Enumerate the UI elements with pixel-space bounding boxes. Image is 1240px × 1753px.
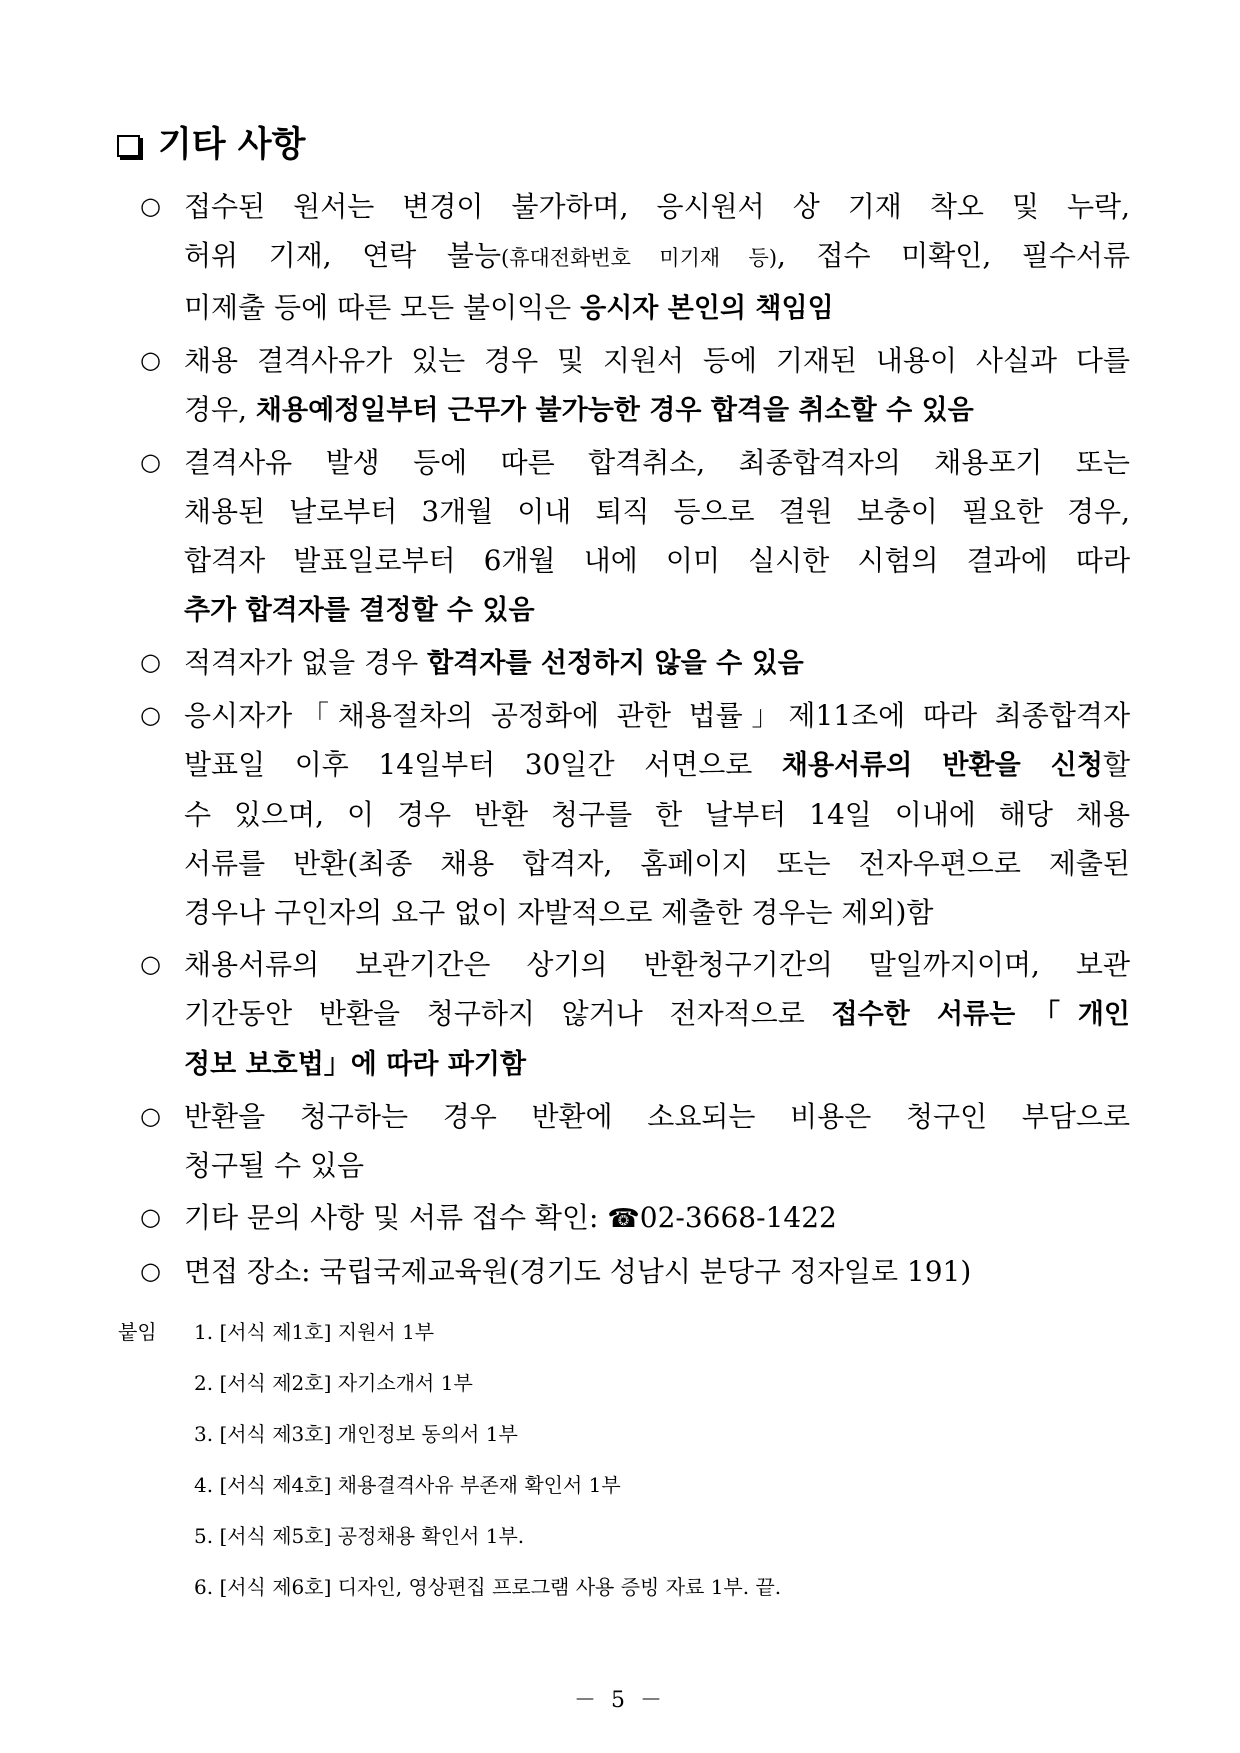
attachments-row — [118, 1307, 781, 1613]
bold-text: 응시자 본인의 책임임 — [580, 293, 834, 324]
text-line: 접수된 원서는 변경이 불가하며, 응시원서 상 기재 착오 및 누락, — [184, 190, 1130, 223]
text-segment: 적격자가 없을 경우 — [184, 646, 428, 679]
list-item-text — [184, 182, 1130, 333]
phone-icon: ☎ — [607, 1204, 640, 1234]
text-line — [184, 989, 1130, 1039]
checkbox-icon — [117, 135, 140, 157]
circle-bullet-icon: ○ — [140, 192, 161, 220]
list-item — [140, 438, 1130, 635]
text-line — [184, 585, 1130, 635]
text-line: 서류를 반환(최종 채용 합격자, 홈페이지 또는 전자우편으로 제출된 — [184, 847, 1130, 880]
text-line — [184, 1193, 1130, 1244]
list-item-text — [184, 1092, 1130, 1190]
circle-bullet-icon: ○ — [140, 346, 161, 374]
attachment-item: 5. [서식 제5호] 공정채용 확인서 1부. — [194, 1524, 525, 1548]
text-line: 면접 장소: 국립국제교육원(경기도 성남시 분당구 정자일로 191) — [184, 1255, 972, 1288]
list-item — [140, 940, 1130, 1089]
bold-text: 채용예정일부터 근무가 불가능한 경우 합격을 취소할 수 있음 — [255, 395, 974, 426]
text-line — [184, 638, 1130, 688]
phone-number: 02-3668-1422 — [639, 1201, 837, 1234]
text-segment: 기간동안 반환을 청구하지 않거나 전자적으로 — [184, 997, 832, 1030]
text-line: 채용서류의 보관기간은 상기의 반환청구기간의 말일까지이며, 보관 — [184, 948, 1130, 981]
list-item — [140, 638, 1130, 688]
text-segment: 발표일 이후 14일부터 30일간 서면으로 — [184, 748, 782, 781]
bold-text: 합격자를 선정하지 않을 수 있음 — [427, 648, 804, 679]
bold-text: 정보 보호법」에 따라 파기함 — [184, 1049, 527, 1080]
circle-bullet-icon: ○ — [140, 448, 161, 476]
list-item-text — [184, 691, 1130, 937]
circle-bullet-icon: ○ — [140, 701, 161, 729]
circle-bullet-icon: ○ — [140, 648, 161, 676]
bold-text: 추가 합격자를 결정할 수 있음 — [184, 595, 535, 626]
text-segment: 기타 문의 사항 및 서류 접수 확인: — [184, 1201, 608, 1234]
text-line: 수 있으며, 이 경우 반환 청구를 한 날부터 14일 이내에 해당 채용 — [184, 798, 1130, 831]
text-line: 결격사유 발생 등에 따른 합격취소, 최종합격자의 채용포기 또는 — [184, 446, 1130, 479]
list-item — [140, 336, 1130, 435]
text-segment: 경우, — [184, 393, 256, 426]
attachment-item: 6. [서식 제6호] 디자인, 영상편집 프로그램 사용 증빙 자료 1부. 끝. — [194, 1575, 782, 1599]
attachment-list — [194, 1307, 781, 1613]
text-line — [184, 283, 1130, 333]
text-line: 채용 결격사유가 있는 경우 및 지원서 등에 기재된 내용이 사실과 다를 — [184, 344, 1130, 377]
text-line — [184, 231, 1130, 283]
list-item — [140, 691, 1130, 937]
section-title: 기타 사항 — [158, 125, 306, 165]
attachment-item: 3. [서식 제3호] 개인정보 동의서 1부 — [194, 1422, 518, 1446]
text-line — [184, 1039, 1130, 1089]
text-line: 채용된 날로부터 3개월 이내 퇴직 등으로 결원 보충이 필요한 경우, — [184, 495, 1130, 528]
attachments-label: 붙임 — [118, 1320, 157, 1344]
circle-bullet-icon: ○ — [140, 1203, 161, 1231]
bold-text: 접수한 서류는「개인 — [831, 999, 1130, 1030]
attachment-item: 4. [서식 제4호] 채용결격사유 부존재 확인서 1부 — [194, 1473, 621, 1497]
notice-list — [140, 182, 1130, 1296]
list-item-text — [184, 336, 1130, 435]
list-item-text — [184, 1193, 1130, 1244]
text-line — [184, 740, 1130, 790]
text-line: 청구될 수 있음 — [184, 1149, 365, 1182]
page-number: － 5 － — [574, 1688, 666, 1713]
attachments — [118, 1307, 781, 1613]
text-segment: 할 — [1102, 748, 1130, 781]
list-item — [140, 1247, 1130, 1296]
text-line: 응시자가「채용절차의 공정화에 관한 법률」제11조에 따라 최종합격자 — [184, 699, 1130, 732]
text-segment: , 접수 미확인, 필수서류 — [777, 239, 1130, 272]
attachment-item: 2. [서식 제2호] 자기소개서 1부 — [194, 1371, 473, 1395]
list-item-text — [184, 1247, 1130, 1296]
text-line: 경우나 구인자의 요구 없이 자발적으로 제출한 경우는 제외)함 — [184, 896, 934, 929]
circle-bullet-icon: ○ — [140, 1102, 161, 1130]
list-item — [140, 1193, 1130, 1244]
list-item-text — [184, 940, 1130, 1089]
circle-bullet-icon: ○ — [140, 950, 161, 978]
text-segment-small: (휴대전화번호 미기재 등) — [501, 246, 778, 270]
text-line: 합격자 발표일로부터 6개월 내에 이미 실시한 시험의 결과에 따라 — [184, 544, 1130, 577]
list-item — [140, 1092, 1130, 1190]
bold-text: 채용서류의 반환을 신청 — [781, 750, 1103, 781]
list-item — [140, 182, 1130, 333]
circle-bullet-icon: ○ — [140, 1257, 161, 1285]
text-segment: 미제출 등에 따른 모든 불이익은 — [184, 291, 581, 324]
text-line — [184, 385, 1130, 435]
list-item-text — [184, 438, 1130, 635]
section-heading — [117, 123, 305, 167]
text-line: 반환을 청구하는 경우 반환에 소요되는 비용은 청구인 부담으로 — [184, 1100, 1130, 1133]
attachment-item: 1. [서식 제1호] 지원서 1부 — [194, 1320, 435, 1344]
list-item-text — [184, 638, 1130, 688]
text-segment: 허위 기재, 연락 불능 — [184, 239, 502, 272]
